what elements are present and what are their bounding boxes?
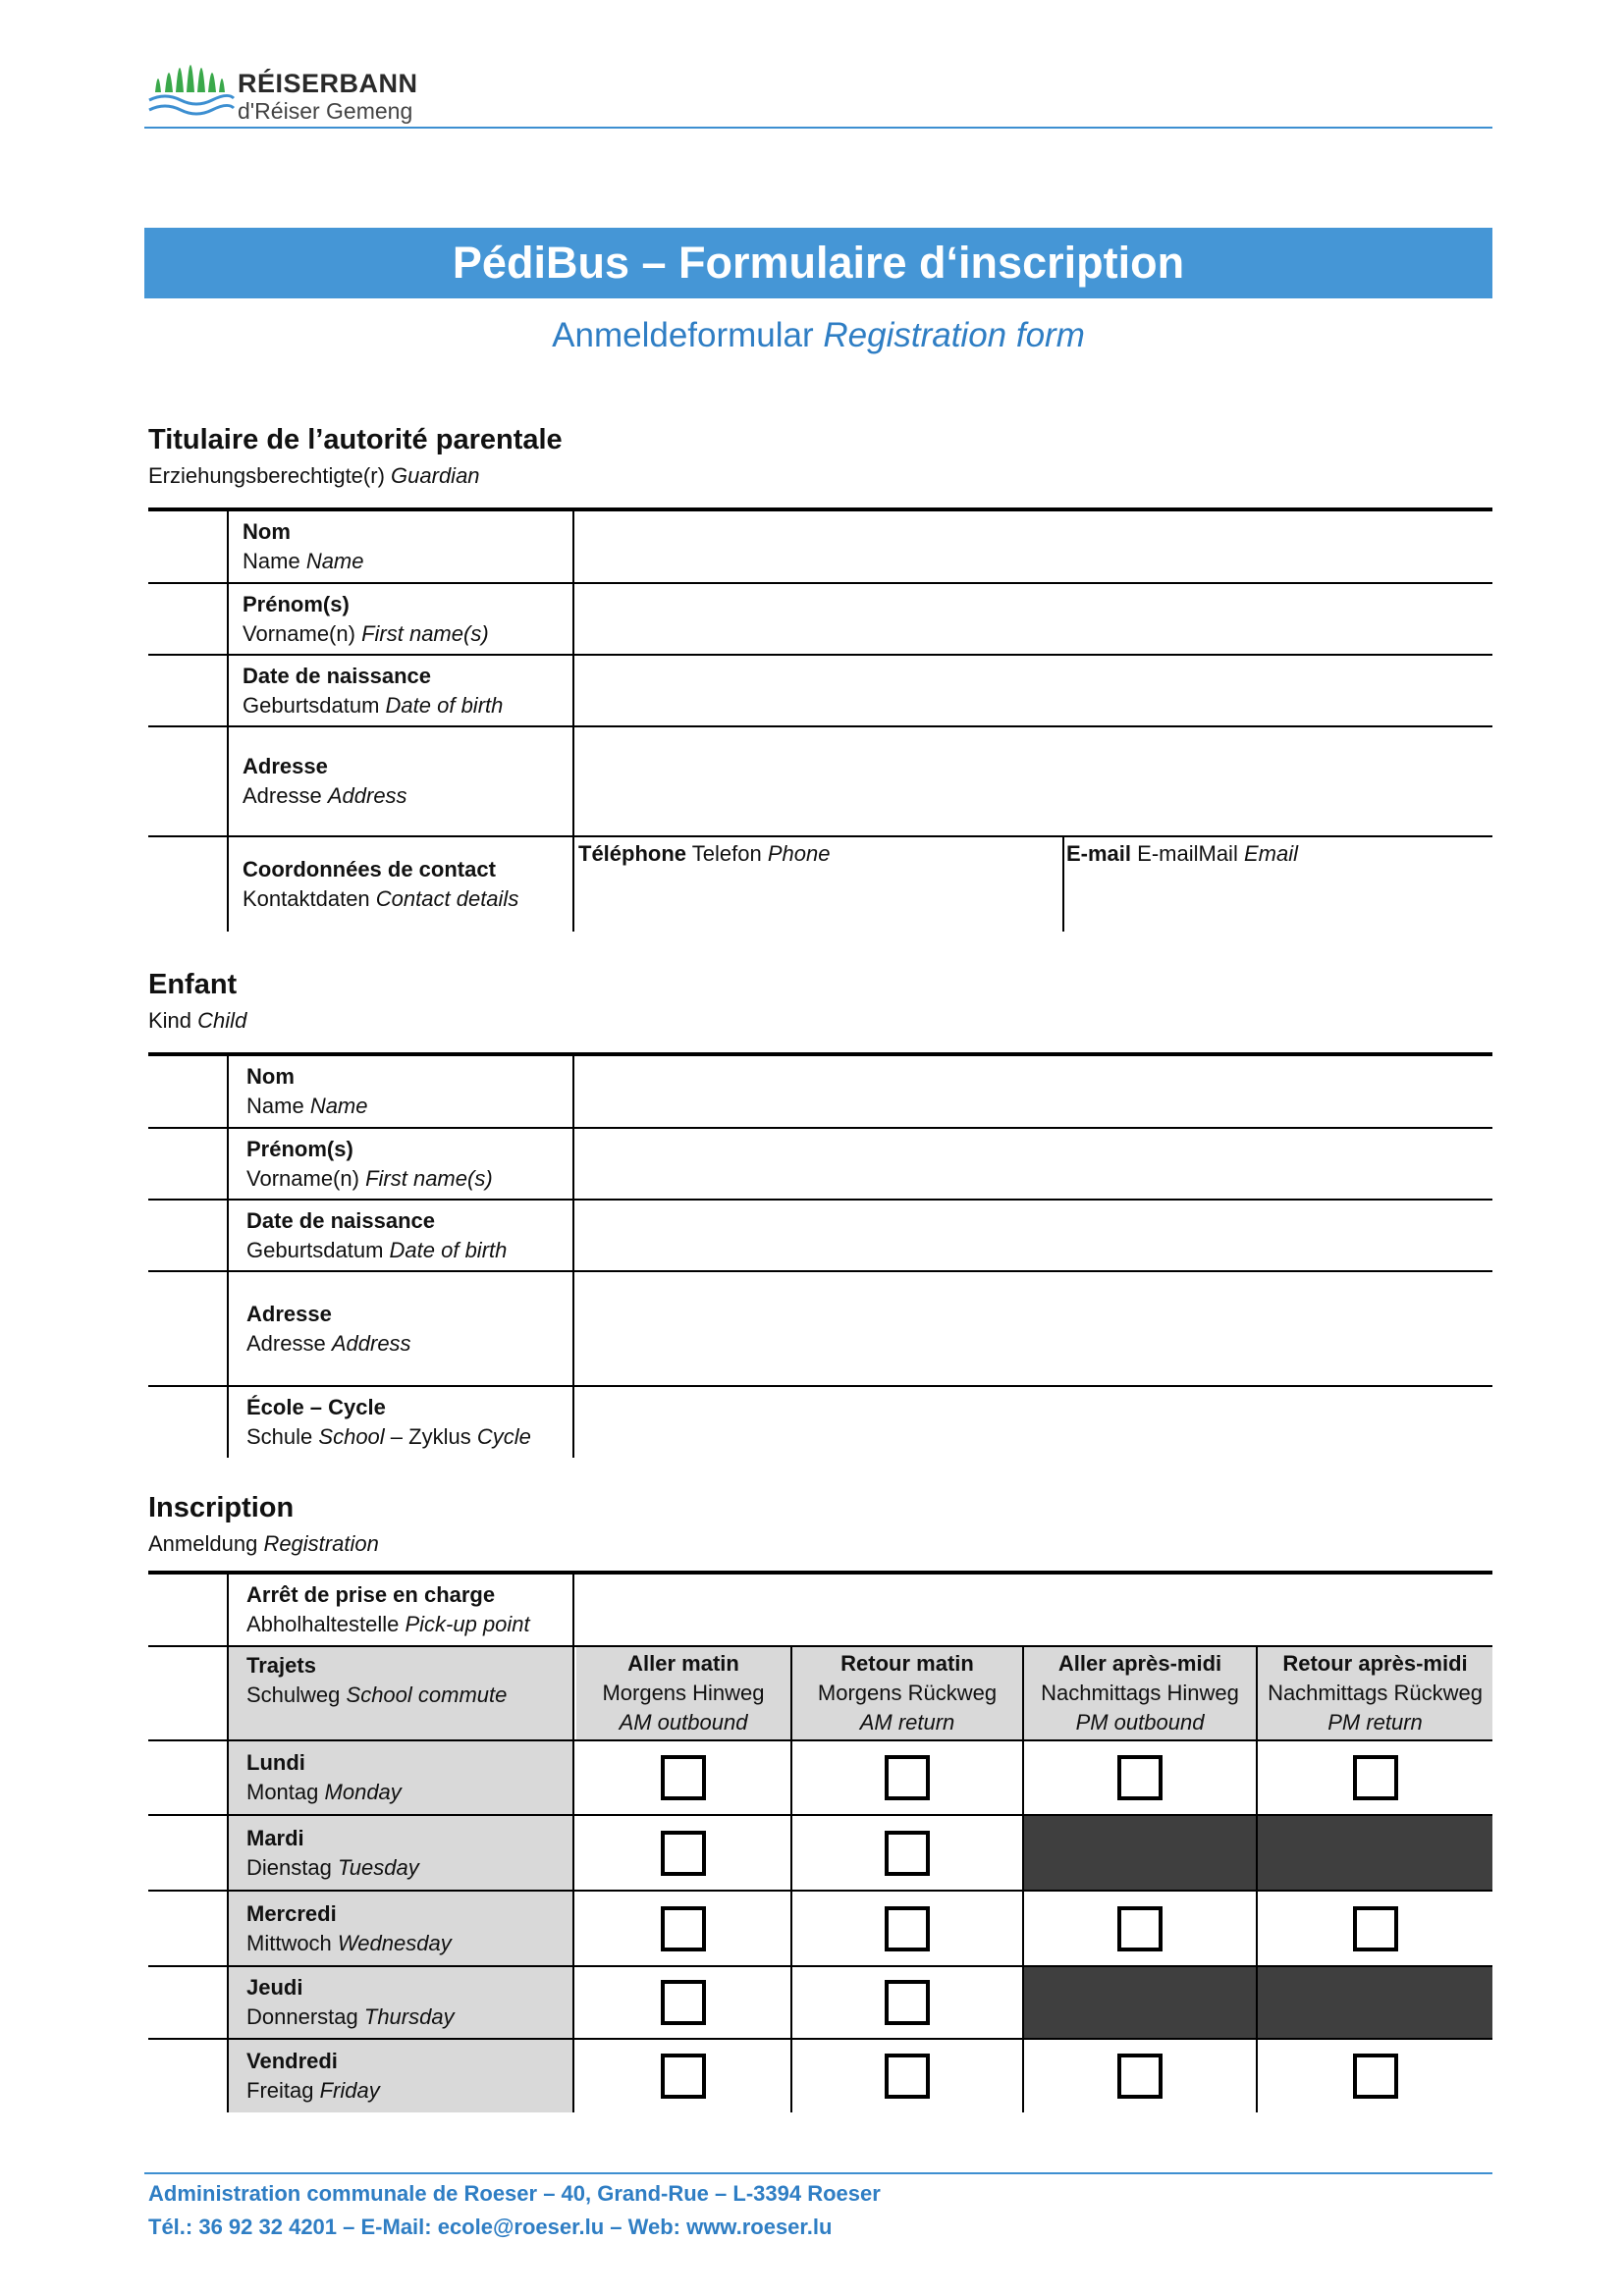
day-row-tuesday: Mardi Dienstag Tuesday — [148, 1816, 1492, 1892]
checkbox-friday-pm-return[interactable] — [1353, 2054, 1398, 2099]
pickup-row: Arrêt de prise en charge Abholhaltestelle Pick-up point — [148, 1575, 1492, 1647]
unavailable-cell — [1258, 1967, 1492, 2038]
column-header-am-return: Retour matin Morgens Rückweg AM return — [792, 1647, 1024, 1739]
guardian-row-firstname: Prénom(s) Vorname(n) First name(s) — [148, 584, 1492, 656]
checkbox-monday-pm-return[interactable] — [1353, 1755, 1398, 1800]
checkbox-tuesday-am-outbound[interactable] — [661, 1831, 706, 1876]
day-row-friday: Vendredi Freitag Friday — [148, 2040, 1492, 2112]
cell-am-outbound — [576, 2040, 792, 2112]
cell-pm-outbound — [1024, 1892, 1258, 1965]
column-header-am-outbound: Aller matin Morgens Hinweg AM outbound — [576, 1647, 792, 1739]
guardian-firstname-field[interactable] — [576, 584, 1492, 654]
cell-pm-outbound — [1024, 1741, 1258, 1814]
child-row-name: Nom Name Name — [148, 1056, 1492, 1129]
guardian-birthdate-field[interactable] — [576, 656, 1492, 725]
checkbox-monday-pm-outbound[interactable] — [1117, 1755, 1163, 1800]
cell-am-return — [792, 1741, 1024, 1814]
guardian-table — [148, 507, 1492, 932]
unavailable-cell — [1024, 1967, 1258, 2038]
logo-title: RÉISERBANN — [238, 69, 418, 98]
guardian-row-contact: Coordonnées de contact Kontaktdaten Contact details Téléphone Telefon Phone E-mail E-mailMail Email — [148, 837, 1492, 932]
child-table — [148, 1052, 1492, 1458]
child-birthdate-field[interactable] — [576, 1201, 1492, 1270]
unavailable-cell — [1024, 1816, 1258, 1890]
guardian-row-name: Nom Name Name — [148, 511, 1492, 584]
trips-header-row: Trajets Schulweg School commute Aller matin Morgens Hinweg AM outbound Retour matin Morgens Rückweg AM return Aller après-midi Nachmittags Hinweg PM outbound Retour après-midi Nachmittags Rückweg PM return — [148, 1647, 1492, 1741]
footer-contact: Tél.: 36 92 32 4201 – E-Mail: ecole@roeser.lu – Web: www.roeser.lu — [148, 2215, 833, 2239]
cell-am-return — [792, 1816, 1024, 1890]
child-section-title: Enfant — [148, 969, 238, 1000]
checkbox-tuesday-am-return[interactable] — [885, 1831, 930, 1876]
cell-pm-return — [1258, 2040, 1492, 2112]
guardian-address-field[interactable] — [576, 727, 1492, 835]
checkbox-wednesday-am-outbound[interactable] — [661, 1906, 706, 1951]
form-subtitle: Anmeldeformular Registration form — [552, 316, 1085, 354]
guardian-row-address: Adresse Adresse Address — [148, 727, 1492, 837]
child-row-school: École – Cycle Schule School – Zyklus Cycle — [148, 1387, 1492, 1458]
pickup-point-field[interactable] — [576, 1575, 1492, 1645]
child-section-subtitle: Kind Child — [148, 1008, 247, 1033]
day-row-wednesday: Mercredi Mittwoch Wednesday — [148, 1892, 1492, 1967]
footer-divider — [144, 2172, 1492, 2174]
cell-am-outbound — [576, 1967, 792, 2038]
child-row-firstname: Prénom(s) Vorname(n) First name(s) — [148, 1129, 1492, 1201]
column-header-pm-outbound: Aller après-midi Nachmittags Hinweg PM outbound — [1024, 1647, 1258, 1739]
checkbox-wednesday-pm-return[interactable] — [1353, 1906, 1398, 1951]
column-header-pm-return: Retour après-midi Nachmittags Rückweg PM return — [1258, 1647, 1492, 1739]
child-name-field[interactable] — [576, 1056, 1492, 1127]
child-row-birthdate: Date de naissance Geburtsdatum Date of birth — [148, 1201, 1492, 1272]
checkbox-friday-am-return[interactable] — [885, 2054, 930, 2099]
guardian-phone-field[interactable]: Téléphone Telefon Phone — [578, 841, 831, 866]
cell-am-return — [792, 2040, 1024, 2112]
checkbox-wednesday-pm-outbound[interactable] — [1117, 1906, 1163, 1951]
cell-pm-outbound — [1024, 2040, 1258, 2112]
child-row-address: Adresse Adresse Address — [148, 1272, 1492, 1387]
cell-pm-return — [1258, 1892, 1492, 1965]
checkbox-monday-am-outbound[interactable] — [661, 1755, 706, 1800]
checkbox-friday-am-outbound[interactable] — [661, 2054, 706, 2099]
checkbox-monday-am-return[interactable] — [885, 1755, 930, 1800]
child-school-field[interactable] — [576, 1387, 1492, 1458]
cell-am-outbound — [576, 1816, 792, 1890]
form-title-banner — [144, 228, 1492, 298]
day-row-thursday: Jeudi Donnerstag Thursday — [148, 1967, 1492, 2040]
guardian-email-field[interactable]: E-mail E-mailMail Email — [1066, 841, 1298, 866]
checkbox-friday-pm-outbound[interactable] — [1117, 2054, 1163, 2099]
cell-am-return — [792, 1892, 1024, 1965]
guardian-section-subtitle: Erziehungsberechtigte(r) Guardian — [148, 463, 480, 488]
guardian-row-birthdate: Date de naissance Geburtsdatum Date of birth — [148, 656, 1492, 727]
guardian-section-title: Titulaire de l’autorité parentale — [148, 424, 563, 455]
guardian-name-field[interactable] — [576, 511, 1492, 582]
cell-pm-return — [1258, 1741, 1492, 1814]
cell-am-return — [792, 1967, 1024, 2038]
day-rows — [148, 1741, 1492, 2112]
form-title: PédiBus – Formulaire d‘inscription — [452, 238, 1185, 288]
day-row-monday: Lundi Montag Monday — [148, 1741, 1492, 1816]
unavailable-cell — [1258, 1816, 1492, 1890]
logo-subtitle: d'Réiser Gemeng — [238, 98, 413, 124]
footer-address: Administration communale de Roeser – 40, Grand-Rue – L-3394 Roeser — [148, 2181, 881, 2206]
registration-section-title: Inscription — [148, 1492, 295, 1523]
cell-am-outbound — [576, 1741, 792, 1814]
child-firstname-field[interactable] — [576, 1129, 1492, 1199]
child-address-field[interactable] — [576, 1272, 1492, 1385]
header-divider — [144, 127, 1492, 129]
checkbox-wednesday-am-return[interactable] — [885, 1906, 930, 1951]
cell-am-outbound — [576, 1892, 792, 1965]
checkbox-thursday-am-return[interactable] — [885, 1980, 930, 2025]
checkbox-thursday-am-outbound[interactable] — [661, 1980, 706, 2025]
registration-section-subtitle: Anmeldung Registration — [148, 1531, 379, 1556]
registration-table — [148, 1571, 1492, 2112]
